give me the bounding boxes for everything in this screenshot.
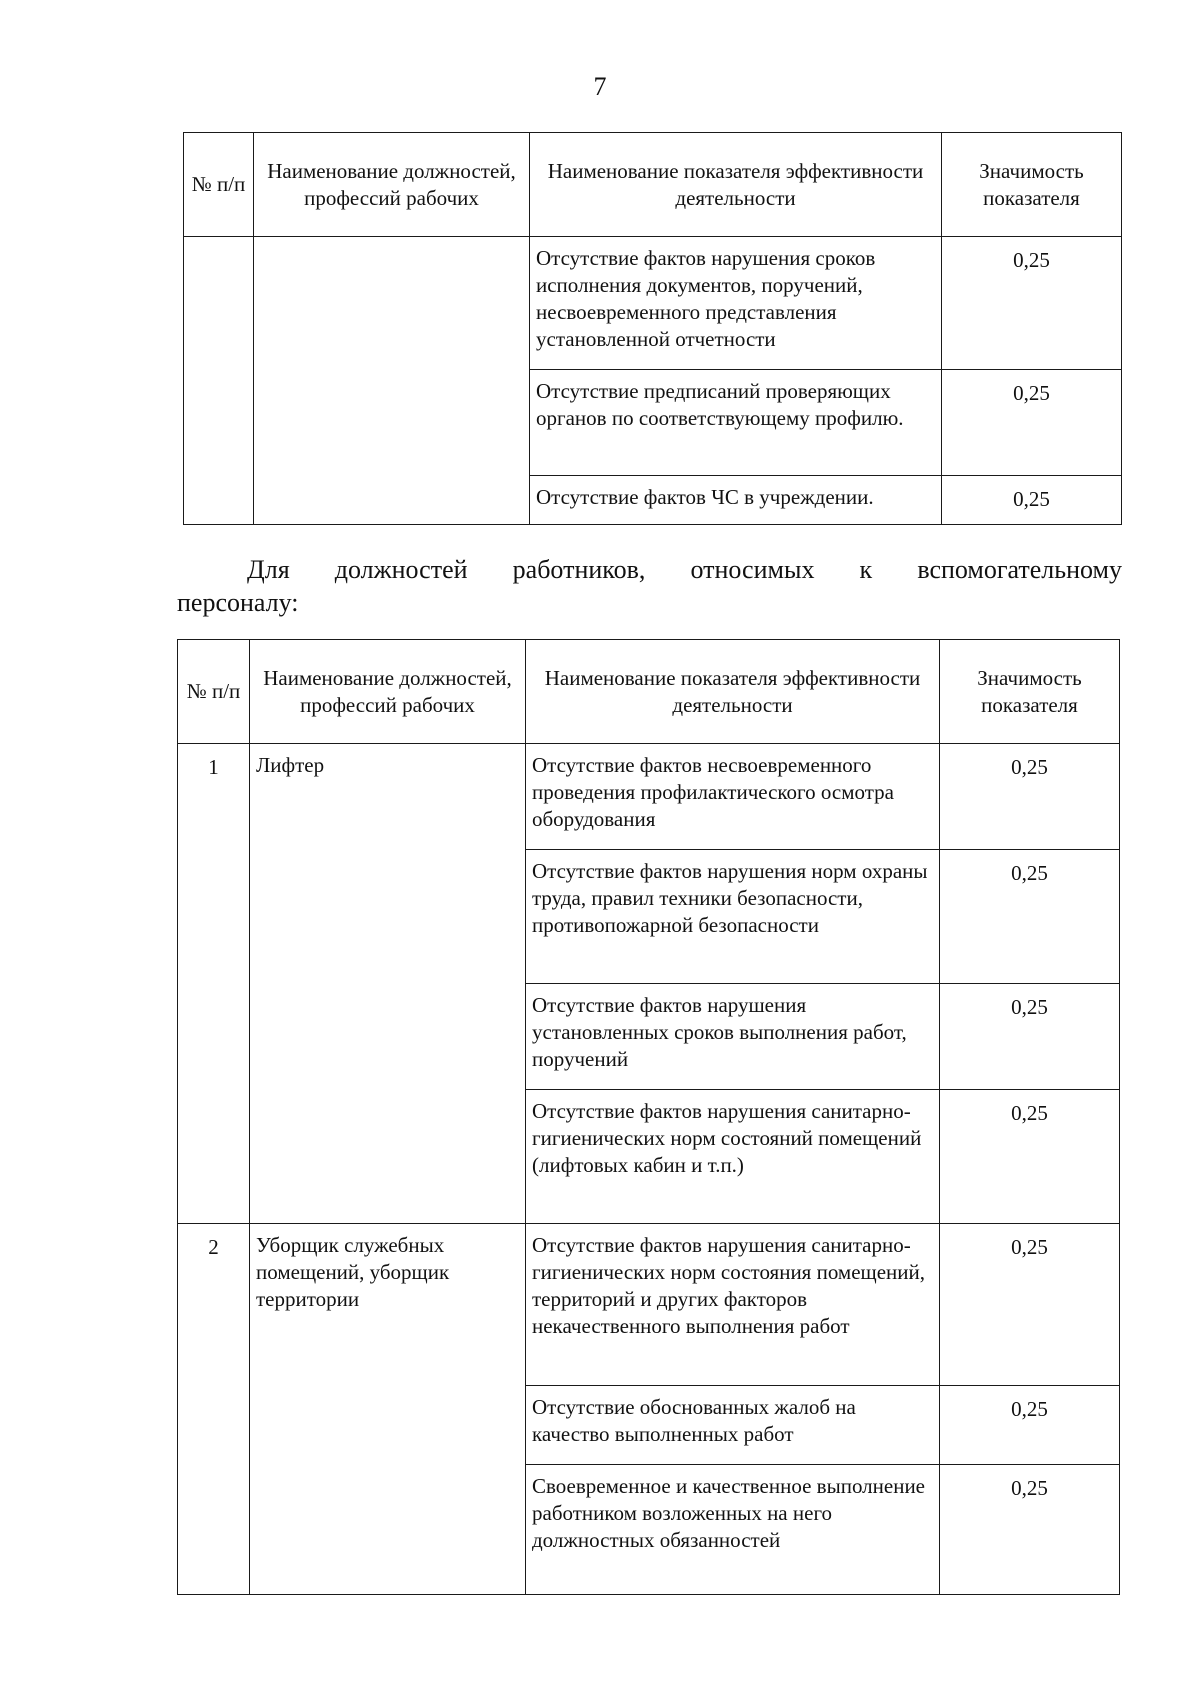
header-weight: Значимость показателя xyxy=(942,133,1122,237)
page-number: 7 xyxy=(593,72,607,101)
table-header-row xyxy=(178,640,1120,744)
weight-cell: 0,25 xyxy=(940,984,1120,1090)
indicator-cell: Отсутствие фактов нарушения сроков исполнения документов, поручений, несвоевременного представления установленной отчетности xyxy=(530,237,942,370)
row-number: 2 xyxy=(178,1224,250,1595)
weight-cell: 0,25 xyxy=(940,1386,1120,1465)
header-position: Наименование должностей, профессий рабочих xyxy=(250,640,526,744)
indicators-table-continued xyxy=(183,132,1122,525)
num-cell-empty xyxy=(184,237,254,525)
weight-cell: 0,25 xyxy=(942,370,1122,476)
header-indicator: Наименование показателя эффективности деятельности xyxy=(526,640,940,744)
header-weight: Значимость показателя xyxy=(940,640,1120,744)
header-position: Наименование должностей, профессий рабочих xyxy=(254,133,530,237)
table-row xyxy=(178,744,1120,850)
position-cell-empty xyxy=(254,237,530,525)
indicator-cell: Отсутствие фактов нарушения установленных сроков выполнения работ, поручений xyxy=(526,984,940,1090)
weight-cell: 0,25 xyxy=(942,237,1122,370)
weight-cell: 0,25 xyxy=(940,1224,1120,1386)
row-number: 1 xyxy=(178,744,250,1224)
header-num: № п/п xyxy=(178,640,250,744)
header-indicator: Наименование показателя эффективности деятельности xyxy=(530,133,942,237)
table-row xyxy=(178,1224,1120,1386)
indicator-cell: Отсутствие фактов нарушения норм охраны труда, правил техники безопасности, противопожарной безопасности xyxy=(526,850,940,984)
weight-cell: 0,25 xyxy=(940,1465,1120,1595)
table-header-row xyxy=(184,133,1122,237)
indicator-cell: Отсутствие фактов несвоевременного проведения профилактического осмотра оборудования xyxy=(526,744,940,850)
auxiliary-staff-table xyxy=(177,639,1120,1595)
intro-line-1: Для должностей работников, относимых к вспомогательному xyxy=(247,555,1122,584)
header-num: № п/п xyxy=(184,133,254,237)
position-name: Уборщик служебных помещений, уборщик территории xyxy=(250,1224,526,1595)
weight-cell: 0,25 xyxy=(940,1090,1120,1224)
weight-cell: 0,25 xyxy=(940,744,1120,850)
indicator-cell: Отсутствие предписаний проверяющих органов по соответствующему профилю. xyxy=(530,370,942,476)
position-name: Лифтер xyxy=(250,744,526,1224)
intro-paragraph xyxy=(177,553,1122,619)
indicator-cell: Отсутствие фактов ЧС в учреждении. xyxy=(530,476,942,525)
indicator-cell: Отсутствие фактов нарушения санитарно-гигиенических норм состояния помещений, территорий и других факторов некачественного выполнения работ xyxy=(526,1224,940,1386)
indicator-cell: Своевременное и качественное выполнение работником возложенных на него должностных обязанностей xyxy=(526,1465,940,1595)
table-row xyxy=(184,237,1122,370)
weight-cell: 0,25 xyxy=(940,850,1120,984)
weight-cell: 0,25 xyxy=(942,476,1122,525)
indicator-cell: Отсутствие обоснованных жалоб на качество выполненных работ xyxy=(526,1386,940,1465)
intro-line-2: персоналу: xyxy=(177,588,299,617)
indicator-cell: Отсутствие фактов нарушения санитарно-гигиенических норм состояний помещений (лифтовых кабин и т.п.) xyxy=(526,1090,940,1224)
